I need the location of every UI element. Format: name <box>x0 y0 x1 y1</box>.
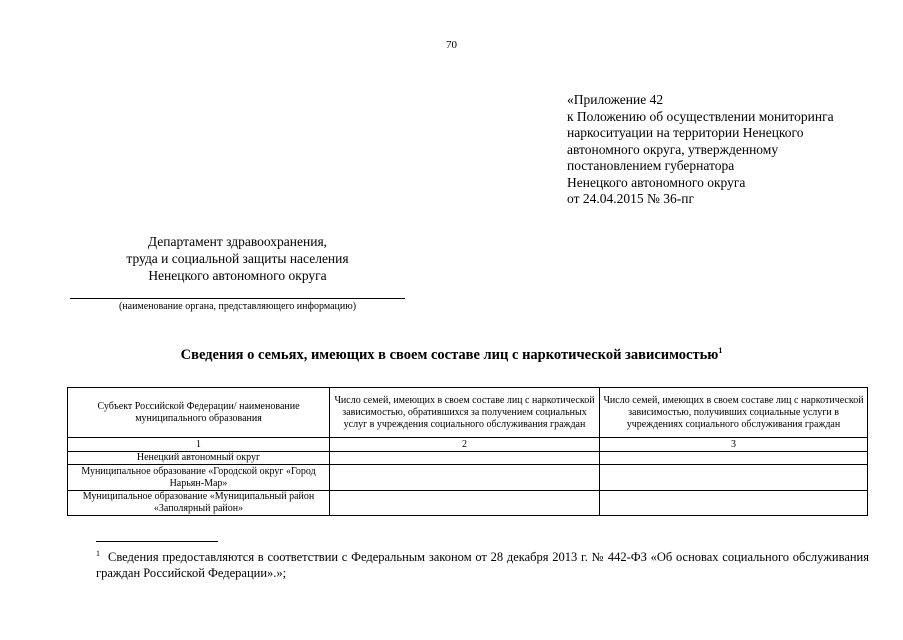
appendix-line: автономного округа, утвержденному <box>567 141 779 157</box>
footnote-separator <box>96 541 218 542</box>
organization-line: Ненецкого автономного округа <box>148 268 327 283</box>
footnote-mark: 1 <box>96 549 100 558</box>
data-table <box>67 387 868 516</box>
appendix-line: «Приложение 42 <box>567 92 664 107</box>
table-row <box>68 465 868 491</box>
table-cell <box>330 452 600 465</box>
appendix-line: постановлением губернатора <box>567 158 735 173</box>
table-cell <box>600 491 868 516</box>
footnote <box>96 546 869 581</box>
appendix-line: наркоситуации на территории Ненецкого <box>567 125 804 140</box>
table-header-cell: Число семей, имеющих в своем составе лиц с наркотической зависимостью, получивших социальные услуги в учреждениях социального обслуживания граждан <box>600 388 868 438</box>
organization-name <box>70 233 405 284</box>
document-title <box>0 347 903 364</box>
organization-line: Департамент здравоохранения, <box>147 234 328 249</box>
document-title-text: Сведения о семьях, имеющих в своем составе лиц с наркотической зависимостью <box>180 347 719 363</box>
column-number: 1 <box>68 438 330 452</box>
table-cell <box>330 491 600 516</box>
table-header-cell: Субъект Российской Федерации/ наименование муниципального образования <box>68 388 330 438</box>
column-number: 3 <box>600 438 868 452</box>
table-cell <box>330 465 600 491</box>
table-cell <box>600 465 868 491</box>
table-header-cell: Число семей, имеющих в своем составе лиц с наркотической зависимостью, обратившихся за получением социальных услуг в учреждения социального обслуживания граждан <box>330 388 600 438</box>
table-header-row <box>68 388 868 438</box>
appendix-line: от 24.04.2015 № 36-пг <box>567 191 694 206</box>
organization-caption: (наименование органа, представляющего информацию) <box>118 301 357 312</box>
table-row <box>68 452 868 465</box>
appendix-line: Ненецкого автономного округа <box>567 174 746 190</box>
column-number-row <box>68 438 868 452</box>
column-number: 2 <box>330 438 600 452</box>
table-cell: Муниципальное образование «Муниципальный район «Заполярный район» <box>68 491 330 516</box>
appendix-header <box>567 92 887 208</box>
title-footnote-mark: 1 <box>718 346 723 355</box>
appendix-line: к Положению об осуществлении мониторинга <box>567 108 834 124</box>
table-cell: Ненецкий автономный округ <box>68 452 330 465</box>
table-cell <box>600 452 868 465</box>
organization-underline <box>70 298 405 299</box>
table-row <box>68 491 868 516</box>
table-cell: Муниципальное образование «Городской округ «Город Нарьян-Мар» <box>68 465 330 491</box>
footnote-text: Сведения предоставляются в соответствии с Федеральным законом от 28 декабря 2013 г. № 442-ФЗ «Об основах социального обслуживания граждан Российской Федерации».»; <box>96 550 869 581</box>
organization-line: труда и социальной защиты населения <box>126 251 349 266</box>
page-number: 70 <box>446 39 457 51</box>
